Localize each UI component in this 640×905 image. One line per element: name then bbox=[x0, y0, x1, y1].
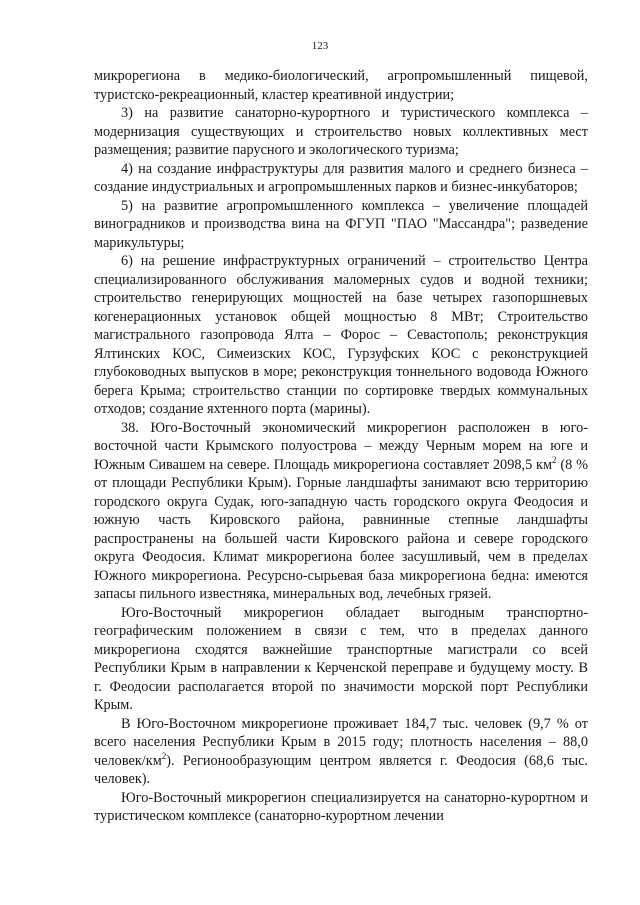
paragraph: 3) на развитие санаторно-курортного и туристического комплекса – модернизация существующих и строительство новых коллективных мест размещения; развитие парусного и экологического туризма; bbox=[94, 105, 588, 158]
superscript: 2 bbox=[161, 750, 167, 761]
superscript: 2 bbox=[552, 454, 557, 465]
paragraph: Юго-Восточный микрорегион специализируется на санаторно-курортном и туристическом комплексе (санаторно-курортном лечении bbox=[94, 789, 588, 824]
paragraph-text: 38. Юго-Восточный экономический микрорегион расположен в юго-восточной части Крымского полуострова – между Черным морем на юге и Южным Сивашем на севере. Площадь микрорегиона составляет 2098,5 км bbox=[94, 419, 588, 473]
paragraph bbox=[94, 419, 588, 604]
paragraph-text-continued: ). Регионообразующим центром является г. Феодосия (68,6 тыс. человек). bbox=[94, 752, 588, 787]
paragraph bbox=[94, 715, 588, 789]
paragraph-text-continued: (8 % от площади Республики Крым). Горные ландшафты занимают всю территорию городского округа Судак, юго-западную часть городского округа Феодосия и южную часть Кировского района, равнинные степные ландшафты распространены на большей части Кировского района и севере городского округа Феодосия. Климат микрорегиона более засушливый, чем в пределах Южного микрорегиона. Ресурсно-сырьевая база микрорегиона бедна: имеются запасы пильного известняка, минеральных вод, лечебных грязей. bbox=[94, 456, 589, 602]
paragraph: микрорегиона в медико-биологический, агропромышленный пищевой, туристско-рекреационный, кластер креативной индустрии; bbox=[94, 68, 588, 103]
body-text bbox=[94, 67, 588, 826]
paragraph-text: В Юго-Восточном микрорегионе проживает 184,7 тыс. человек (9,7 % от всего населения Республики Крым в 2015 году; плотность населения – 88,0 человек/км bbox=[94, 715, 588, 769]
paragraph: 4) на создание инфраструктуры для развития малого и среднего бизнеса – создание индустриальных и агропромышленных парков и бизнес-инкубаторов; bbox=[94, 160, 588, 195]
paragraph: 6) на решение инфраструктурных ограничений – строительство Центра специализированного обслуживания маломерных судов и водной техники; строительство генерирующих мощностей на базе четырех газопоршневых когенерационных установок общей мощностью 8 МВт; Строительство магистрального газопровода Ялта – Форос – Севастополь; реконструкция Ялтинских КОС, Симеизских КОС, Гурзуфских КОС с реконструкцией глубоководных выпусков в море; реконструкция тоннельного водовода Южного берега Крыма; строительство станции по сортировке твердых коммунальных отходов; создание яхтенного порта (марины). bbox=[94, 253, 588, 417]
page-number: 123 bbox=[311, 40, 329, 52]
paragraph: 5) на развитие агропромышленного комплекса – увеличение площадей виноградников и производства вина на ФГУП "ПАО "Массандра"; разведение марикультуры; bbox=[94, 197, 588, 251]
paragraph: Юго-Восточный микрорегион обладает выгодным транспортно-географическим положением в связи с тем, что в пределах данного микрорегиона сходятся важнейшие транспортные магистрали со всей Республики Крым в направлении к Керченской переправе и будущему мосту. В г. Феодосии располагается второй по значимости морской порт Республики Крым. bbox=[94, 604, 588, 713]
